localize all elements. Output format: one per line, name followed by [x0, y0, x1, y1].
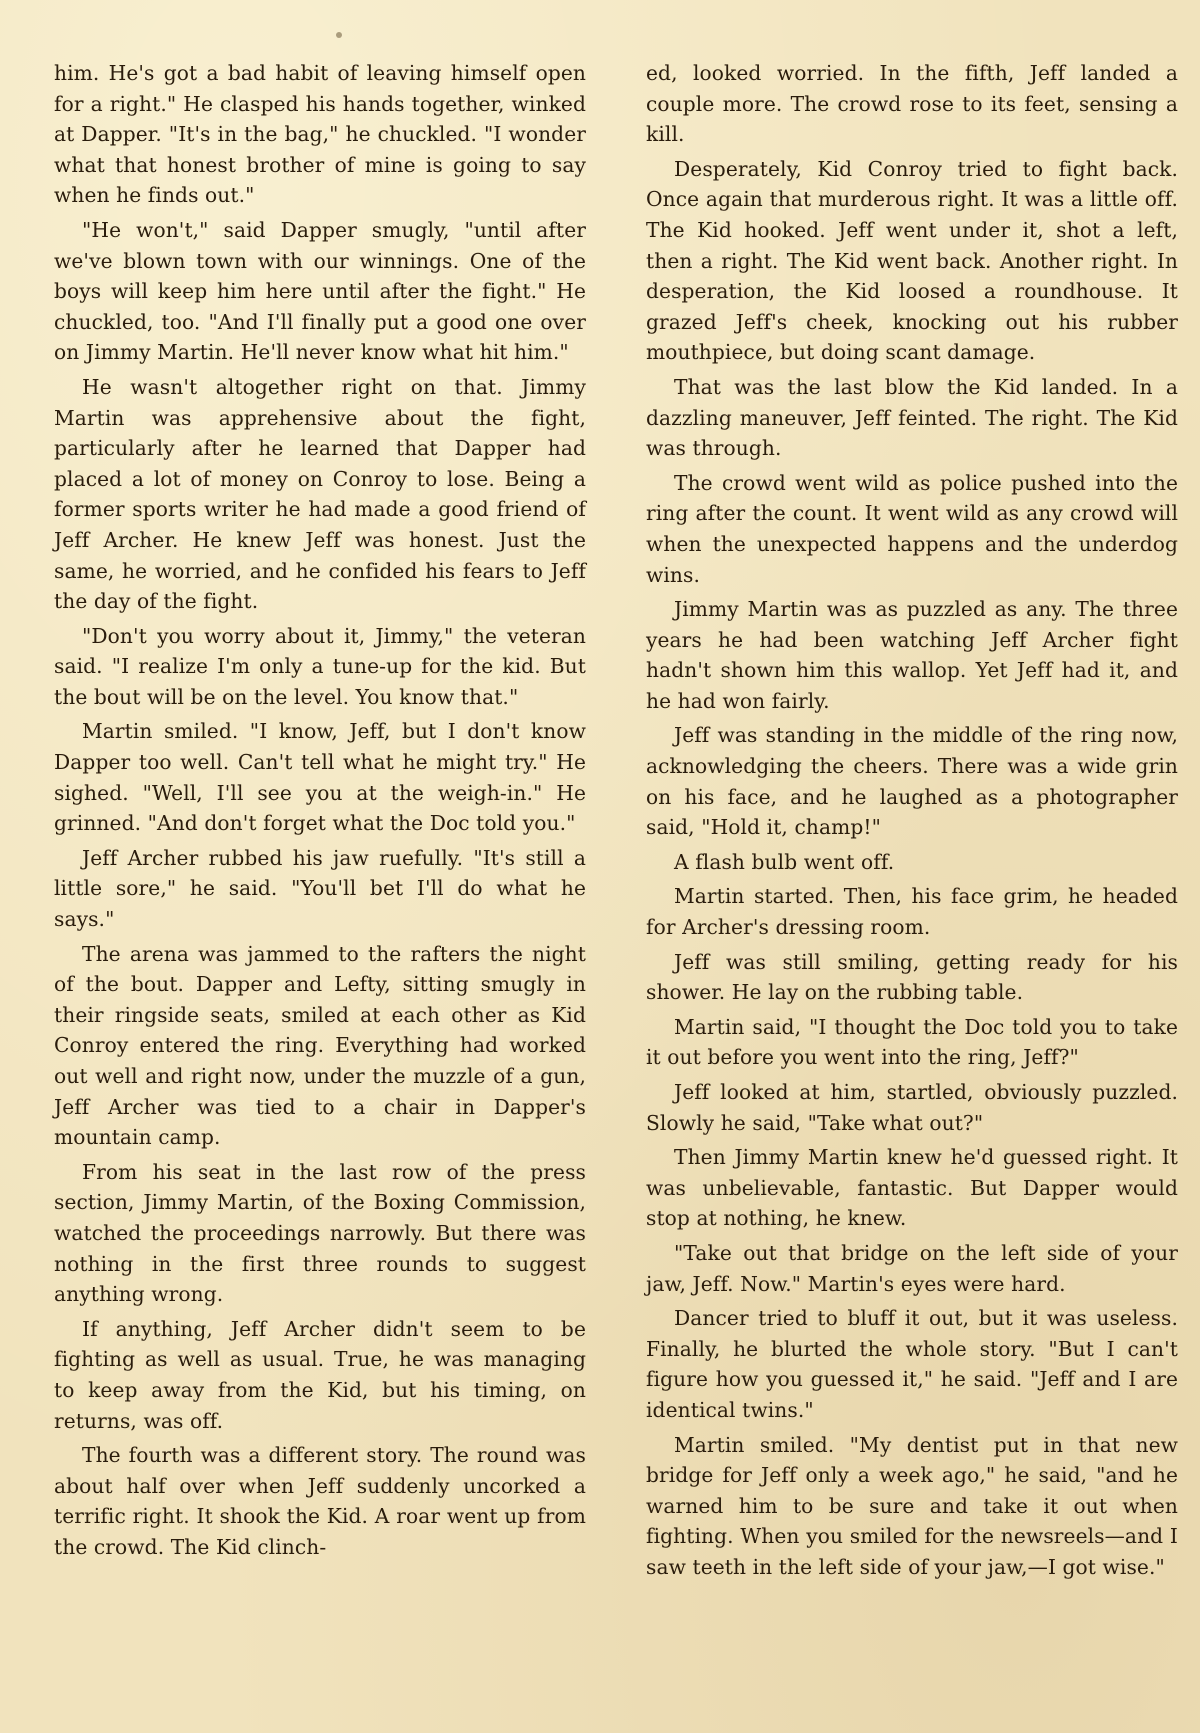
paragraph: A flash bulb went off. — [674, 849, 895, 874]
paragraph: him. He's got a bad habit of leaving himself open for a right." He clasped his hands together, winked at Dapper. "It's in the bag," he chuckled. "I wonder what that honest brother of mine is going to say when he finds out." — [54, 61, 586, 208]
paragraph: ed, looked worried. In the fifth, Jeff landed a couple more. The crowd rose to its feet, sensing a kill. — [646, 61, 1178, 147]
paragraph: "Don't you worry about it, Jimmy," the veteran said. "I realize I'm only a tune-up for the kid. But the bout will be on the level. You know that." — [54, 623, 586, 709]
paragraph: Martin smiled. "My dentist put in that new bridge for Jeff only a week ago," he said, "and he warned him to be sure and take it out when fighting. When you smiled for the newsreels—and I saw teeth in the left side of your jaw,—I got wise." — [646, 1432, 1178, 1579]
paragraph: The arena was jammed to the rafters the night of the bout. Dapper and Lefty, sitting smugly in their ringside seats, smiled at each other as Kid Conroy entered the ring. Everything had worked out well and right now, under the muzzle of a gun, Jeff Archer was tied to a chair in Dapper's mountain camp. — [54, 941, 586, 1150]
paragraph: Then Jimmy Martin knew he'd guessed right. It was unbelievable, fantastic. But Dapper would stop at nothing, he knew. — [646, 1145, 1178, 1231]
paragraph: He wasn't altogether right on that. Jimmy Martin was apprehensive about the fight, particularly after he learned that Dapper had placed a lot of money on Conroy to lose. Being a former sports writer he had made a good friend of Jeff Archer. He knew Jeff was honest. Just the same, he worried, and he confided his fears to Jeff the day of the fight. — [54, 374, 586, 614]
paragraph: The crowd went wild as police pushed into the ring after the count. It went wild as any crowd will when the unexpected happens and the underdog wins. — [646, 470, 1178, 587]
paragraph: Dancer tried to bluff it out, but it was useless. Finally, he blurted the whole story. "But I can't figure how you guessed it," he said. "Jeff and I are identical twins." — [646, 1306, 1178, 1422]
paragraph: Jimmy Martin was as puzzled as any. The three years he had been watching Jeff Archer fight hadn't shown him this wallop. Yet Jeff had it, and he had won fairly. — [646, 597, 1178, 713]
paragraph: That was the last blow the Kid landed. In a dazzling maneuver, Jeff feinted. The right. The Kid was through. — [646, 374, 1178, 461]
paragraph: Desperately, Kid Conroy tried to fight back. Once again that murderous right. It was a little off. The Kid hooked. Jeff went under it, shot a left, then a right. The Kid went back. Another right. In desperation, the Kid loosed a roundhouse. It grazed Jeff's cheek, knocking out his rubber mouthpiece, but doing scant damage. — [646, 156, 1178, 365]
paragraph: Jeff looked at him, startled, obviously puzzled. Slowly he said, "Take what out?" — [646, 1080, 1178, 1135]
paragraph: Jeff Archer rubbed his jaw ruefully. "It's still a little sore," he said. "You'll bet I'll do what he says." — [54, 845, 586, 932]
paragraph: Martin smiled. "I know, Jeff, but I don't know Dapper too well. Can't tell what he might try." He sighed. "Well, I'll see you at the weigh-in." He grinned. "And don't forget what the Doc told you." — [54, 719, 586, 836]
paragraph: If anything, Jeff Archer didn't seem to be fighting as well as usual. True, he was managing to keep away from the Kid, but his timing, on returns, was off. — [54, 1316, 586, 1433]
paragraph: From his seat in the last row of the press section, Jimmy Martin, of the Boxing Commission, watched the proceedings narrowly. But there was nothing in the first three rounds to suggest anything wrong. — [54, 1159, 586, 1307]
paragraph: The fourth was a different story. The round was about half over when Jeff suddenly uncorked a terrific right. It shook the Kid. A roar went up from the crowd. The Kid clinch- — [54, 1443, 586, 1559]
paragraph: "He won't," said Dapper smugly, "until after we've blown town with our winnings. One of the boys will keep him here until after the fight." He chuckled, too. "And I'll finally put a good one over on Jimmy Martin. He'll never know what hit him." — [54, 217, 586, 365]
paragraph: Jeff was standing in the middle of the ring now, acknowledging the cheers. There was a wide grin on his face, and he laughed as a photographer said, "Hold it, champ!" — [646, 723, 1178, 840]
right-column — [646, 58, 1178, 1587]
paragraph: Martin said, "I thought the Doc told you to take it out before you went into the ring, Jeff?" — [646, 1014, 1178, 1070]
paragraph: Martin started. Then, his face grim, he headed for Archer's dressing room. — [646, 884, 1178, 940]
paragraph: "Take out that bridge on the left side of your jaw, Jeff. Now." Martin's eyes were hard. — [646, 1240, 1178, 1296]
paragraph: Jeff was still smiling, getting ready for his shower. He lay on the rubbing table. — [646, 949, 1178, 1005]
print-speck — [336, 32, 342, 38]
left-column — [54, 58, 586, 1567]
